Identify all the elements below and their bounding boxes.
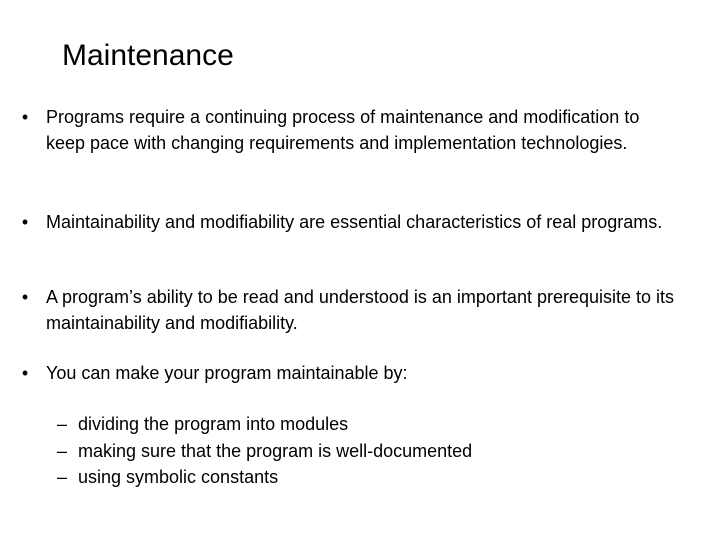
bullet-marker: • [21, 363, 29, 383]
bullet-text: A program’s ability to be read and understood is an important prerequisite to its maintainability and modifiability. [46, 287, 675, 333]
bullet-text: You can make your program maintainable by: [46, 363, 408, 383]
bullet-text: Maintainability and modifiability are essential characteristics of real programs. [46, 212, 663, 232]
slide-title: Maintenance [62, 39, 234, 72]
sub-bullet-marker: – [57, 467, 68, 487]
bullet-marker: • [21, 287, 29, 307]
sub-bullet-text: making sure that the program is well-documented [78, 440, 473, 461]
sub-bullet-marker: – [57, 414, 68, 434]
sub-bullet-marker: – [57, 440, 68, 461]
bullet-marker: • [21, 107, 29, 127]
bullet-text: Programs require a continuing process of maintenance and modification to keep pace with changing requirements and implementation technologies. [46, 107, 640, 153]
bullet-marker: • [21, 212, 29, 232]
sub-bullet-text: using symbolic constants [78, 467, 279, 487]
sub-bullet-text: dividing the program into modules [78, 414, 349, 434]
